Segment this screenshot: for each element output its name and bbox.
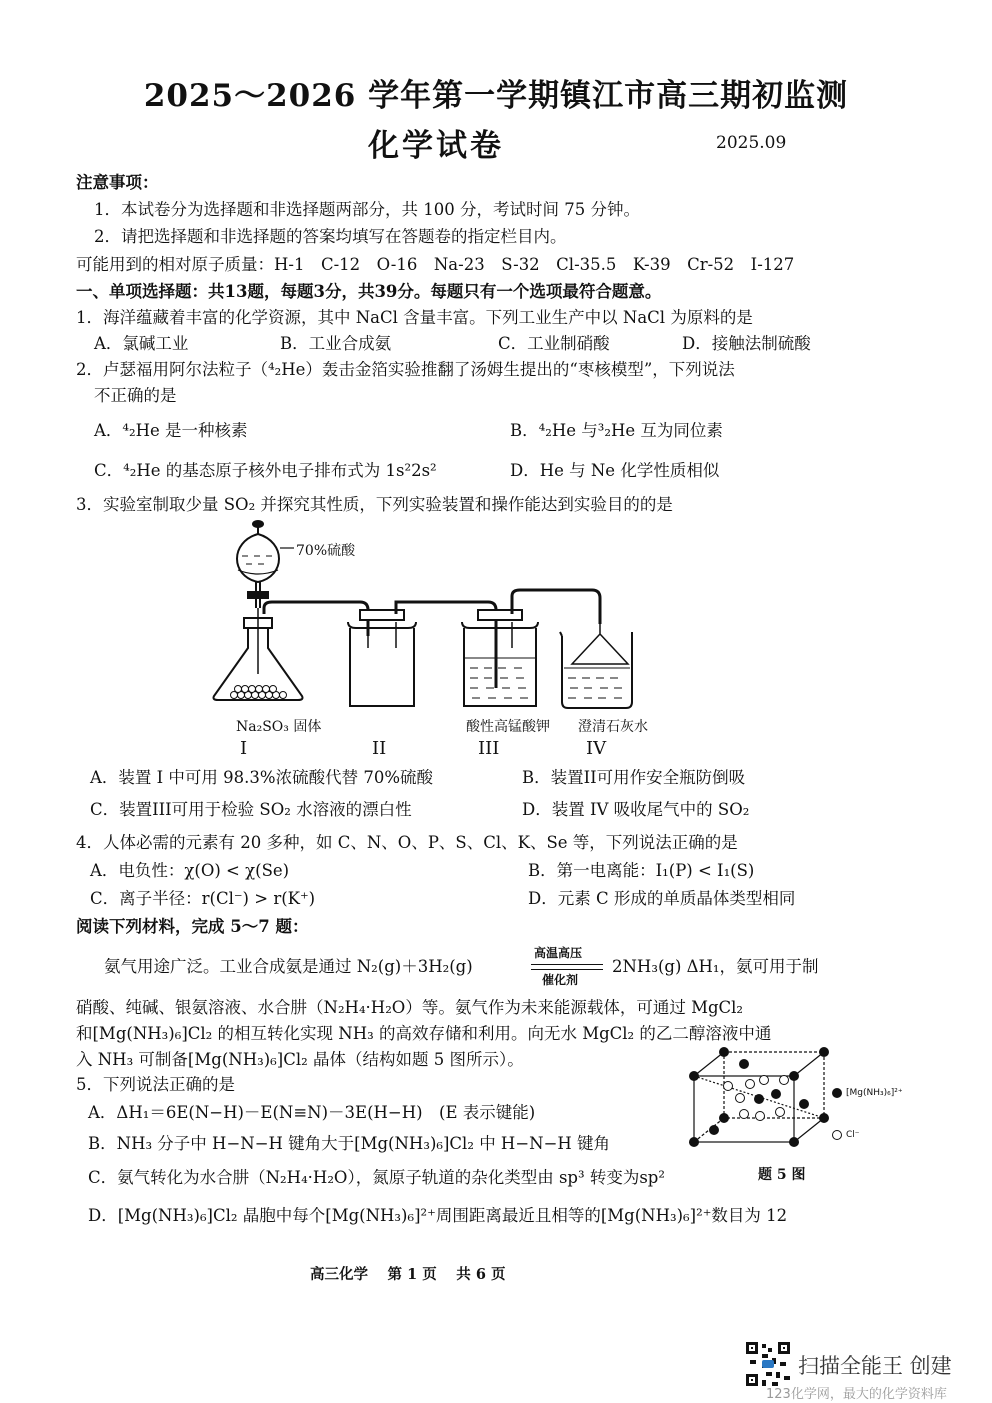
q3-apparatus-figure	[200, 518, 640, 728]
q4-stem: 4．人体必需的元素有 20 多种，如 C、N、O、P、S、Cl、K、Se 等，下列说法正确的是	[76, 833, 738, 852]
q4-option-c: C．离子半径：r(Cl⁻) > r(K⁺)	[90, 889, 316, 908]
exam-date: 2025.09	[716, 133, 787, 153]
reaction-equilibrium-arrow	[531, 964, 603, 970]
figure5-caption: 题 5 图	[758, 1167, 806, 1183]
atomic-mass-line: 可能用到的相对原子质量：H-1 C-12 O-16 Na-23 S-32 Cl-35.5 K-39 Cr-52 I-127	[76, 255, 795, 274]
legend-anion-label: Cl⁻	[846, 1130, 860, 1140]
page-footer: 高三化学 第 1 页 共 6 页	[310, 1266, 506, 1283]
scanner-watermark: 扫描全能王 创建	[798, 1354, 952, 1378]
exam-subtitle: 化学试卷	[368, 128, 504, 164]
q1-option-c: C．工业制硝酸	[498, 334, 610, 353]
crystal-cell-figure	[684, 1044, 834, 1154]
reading-p4: 入 NH₃ 可制备[Mg(NH₃)₆]Cl₂ 晶体（结构如题 5 图所示）。	[76, 1050, 524, 1069]
q1-option-b: B．工业合成氨	[280, 334, 392, 353]
q3-option-a: A．装置 I 中可用 98.3%浓硫酸代替 70%硫酸	[90, 768, 434, 787]
q2-option-c: C．⁴₂He 的基态原子核外电子排布式为 1s²2s²	[94, 461, 437, 480]
legend-cation-label: [Mg(NH₃)₆]²⁺	[846, 1088, 903, 1098]
reading-p1-part-a: 氨气用途广泛。工业合成氨是通过 N₂(g)＋3H₂(g)	[104, 957, 473, 976]
label-na2so3-solid: Na₂SO₃ 固体	[236, 719, 322, 735]
q1-option-a: A．氯碱工业	[94, 334, 189, 353]
label-70-sulfuric-acid: 70%硫酸	[296, 543, 356, 559]
apparatus-label-iv: IV	[586, 738, 607, 759]
apparatus-label-ii: II	[372, 738, 387, 759]
q3-option-b: B．装置II可用作安全瓶防倒吸	[522, 768, 746, 787]
legend-cation-marker-icon	[832, 1088, 842, 1098]
q1-option-d: D．接触法制硫酸	[682, 334, 811, 353]
q4-option-a: A．电负性：χ(O) < χ(Se)	[90, 861, 290, 880]
q2-option-a: A．⁴₂He 是一种核素	[94, 421, 248, 440]
reading-p1-part-b: 2NH₃(g) ΔH₁，氨可用于制	[612, 957, 819, 976]
q2-stem-line2: 不正确的是	[94, 386, 177, 405]
q4-option-d: D．元素 C 形成的单质晶体类型相同	[528, 889, 796, 908]
exam-title: 2025～2026 学年第一学期镇江市高三期初监测	[143, 78, 849, 114]
q5-option-b: B．NH₃ 分子中 H−N−H 键角大于[Mg(NH₃)₆]Cl₂ 中 H−N−H 键角	[88, 1134, 611, 1153]
reading-heading: 阅读下列材料，完成 5～7 题：	[76, 917, 309, 936]
q3-stem: 3．实验室制取少量 SO₂ 并探究其性质，下列实验装置和操作能达到实验目的的是	[76, 495, 673, 514]
q5-option-d: D．[Mg(NH₃)₆]Cl₂ 晶胞中每个[Mg(NH₃)₆]²⁺周围距离最近且相等的[Mg(NH₃)₆]²⁺数目为 12	[88, 1206, 788, 1225]
reaction-condition-top: 高温高压	[534, 946, 583, 960]
q5-option-a: A．ΔH₁＝6E(N−H)－E(N≡N)－3E(H−H) (E 表示键能)	[88, 1103, 536, 1122]
notice-heading: 注意事项：	[76, 173, 159, 192]
q2-option-b: B．⁴₂He 与³₂He 互为同位素	[510, 421, 723, 440]
q5-option-c: C．氨气转化为水合肼（N₂H₄·H₂O），氮原子轨道的杂化类型由 sp³ 转变为sp²	[88, 1168, 665, 1187]
apparatus-label-i: I	[240, 738, 248, 759]
q1-stem: 1．海洋蕴藏着丰富的化学资源，其中 NaCl 含量丰富。下列工业生产中以 NaCl 为原料的是	[76, 308, 753, 327]
q2-option-d: D．He 与 Ne 化学性质相似	[510, 461, 720, 480]
label-kmno4: 酸性高锰酸钾	[466, 719, 550, 735]
notice-item-2: 2．请把选择题和非选择题的答案均填写在答题卷的指定栏目内。	[94, 227, 567, 246]
section1-heading: 一、单项选择题：共13题，每题3分，共39分。每题只有一个选项最符合题意。	[76, 282, 662, 301]
reading-p3: 和[Mg(NH₃)₆]Cl₂ 的相互转化实现 NH₃ 的高效存储和利用。向无水 MgCl₂ 的乙二醇溶液中通	[76, 1024, 772, 1043]
notice-item-1: 1．本试卷分为选择题和非选择题两部分，共 100 分，考试时间 75 分钟。	[94, 200, 640, 219]
q5-stem: 5．下列说法正确的是	[76, 1075, 235, 1094]
legend-anion-marker-icon	[832, 1130, 842, 1140]
q4-option-b: B．第一电离能：I₁(P) < I₁(S)	[528, 861, 755, 880]
qr-code-icon	[744, 1340, 792, 1388]
reading-p2: 硝酸、纯碱、银氨溶液、水合肼（N₂H₄·H₂O）等。氨气作为未来能源载体，可通过 MgCl₂	[76, 998, 744, 1017]
q2-stem-line1: 2．卢瑟福用阿尔法粒子（⁴₂He）轰击金箔实验推翻了汤姆生提出的“枣核模型”，下列说法	[76, 360, 735, 379]
label-limewater: 澄清石灰水	[578, 719, 648, 735]
q3-option-c: C．装置III可用于检验 SO₂ 水溶液的漂白性	[90, 800, 412, 819]
apparatus-label-iii: III	[478, 738, 500, 759]
q3-option-d: D．装置 IV 吸收尾气中的 SO₂	[522, 800, 750, 819]
reaction-condition-bottom: 催化剂	[542, 973, 579, 987]
site-watermark: 123化学网，最大的化学资料库	[766, 1387, 947, 1402]
